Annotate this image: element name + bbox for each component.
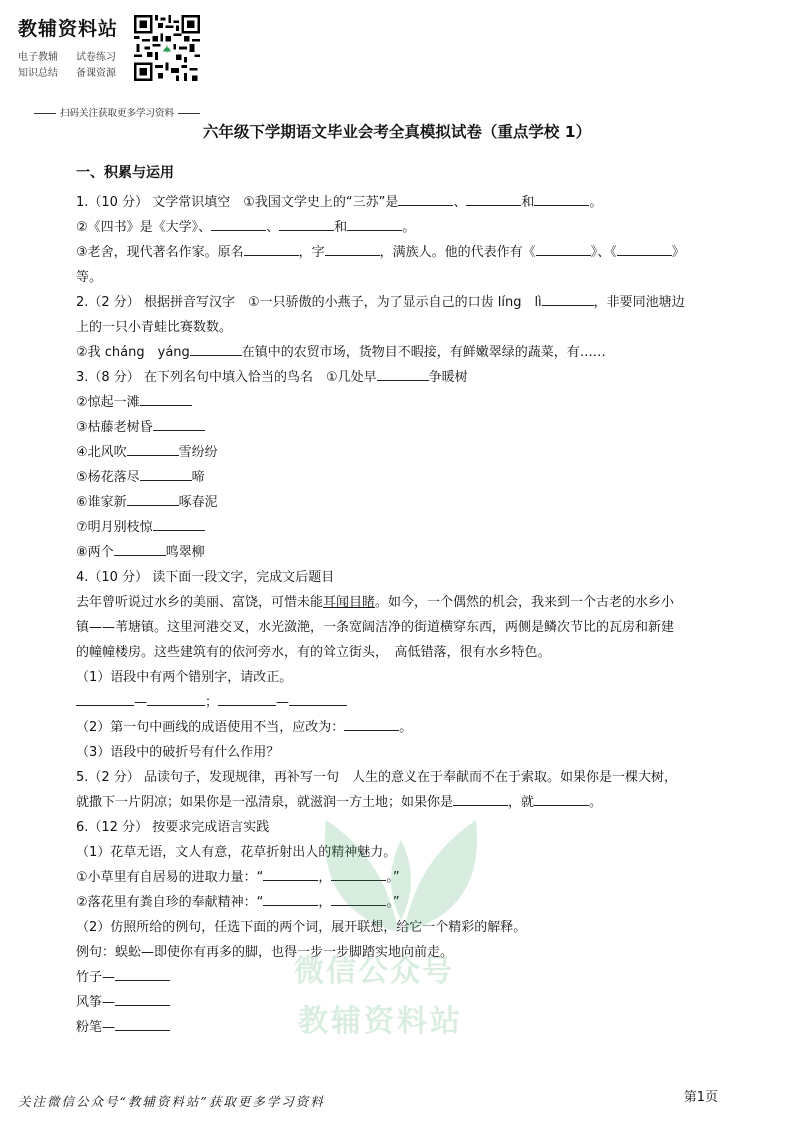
brand-title: 教辅资料站 bbox=[18, 18, 119, 40]
answer-blank[interactable] bbox=[153, 416, 205, 431]
q2-line-3: ②我 cháng yáng 在镇中的农贸市场，货物目不暇接，有鲜嫩翠绿的蔬菜，有…… bbox=[76, 340, 724, 365]
underlined-idiom: 耳闻目睹 bbox=[323, 595, 376, 610]
answer-blank[interactable] bbox=[115, 966, 170, 981]
q3-item: ⑥谁家新 啄春泥 bbox=[76, 490, 724, 515]
answer-blank[interactable] bbox=[289, 691, 347, 706]
answer-blank[interactable] bbox=[127, 491, 179, 506]
q2-line-1: 2.（2 分） 根据拼音写汉字 ①一只骄傲的小燕子，为了显示自己的口齿 líng lì ，非要同池塘边 bbox=[76, 290, 724, 315]
answer-blank[interactable] bbox=[140, 391, 192, 406]
brand-tags bbox=[18, 50, 134, 82]
answer-blank[interactable] bbox=[190, 341, 242, 356]
answer-blank[interactable] bbox=[76, 691, 134, 706]
answer-blank[interactable] bbox=[147, 691, 205, 706]
q6-word-item: 粉笔— bbox=[76, 1015, 724, 1040]
answer-blank[interactable] bbox=[534, 191, 589, 206]
q3-item: ④北风吹 雪纷纷 bbox=[76, 440, 724, 465]
tag: 电子教辅 bbox=[18, 52, 58, 63]
answer-blank[interactable] bbox=[115, 991, 170, 1006]
q6-word-item: 竹子— bbox=[76, 965, 724, 990]
header-branding bbox=[16, 12, 216, 119]
footer-note: 关注微信公众号“教辅资料站”获取更多学习资料 bbox=[18, 1094, 325, 1109]
q4-passage-3: 的幢幢楼房。这些建筑有的依河旁水，有的耸立街头， 高低错落，很有水乡特色。 bbox=[76, 645, 551, 660]
q4-sub-1: （1）语段中有两个错别字，请改正。 bbox=[76, 670, 293, 685]
answer-blank[interactable] bbox=[617, 241, 672, 256]
q6-sub-1: （1）花草无语，文人有意，花草折射出人的精神魅力。 bbox=[76, 845, 397, 860]
q3-item: ⑧两个 鸣翠柳 bbox=[76, 540, 724, 565]
q3-head: 3.（8 分） 在下列名句中填入恰当的鸟名 ①几处早 争暖树 bbox=[76, 365, 724, 390]
q4-sub-3: （3）语段中的破折号有什么作用？ bbox=[76, 745, 280, 760]
answer-blank[interactable] bbox=[114, 541, 166, 556]
section-heading: 一、积累与运用 bbox=[76, 165, 174, 181]
q1-line-3: ③老舍，现代著名作家。原名 ，字 ，满族人。他的代表作有《 》、《 》 bbox=[76, 240, 724, 265]
answer-blank[interactable] bbox=[347, 216, 402, 231]
answer-blank[interactable] bbox=[344, 716, 399, 731]
answer-blank[interactable] bbox=[244, 241, 299, 256]
q1-line-4: 等。 bbox=[76, 270, 103, 285]
answer-blank[interactable] bbox=[542, 291, 594, 306]
answer-blank[interactable] bbox=[466, 191, 521, 206]
answer-blank[interactable] bbox=[453, 791, 508, 806]
watermark-text: 微信公众号 bbox=[294, 954, 454, 989]
answer-blank[interactable] bbox=[398, 191, 453, 206]
answer-blank[interactable] bbox=[331, 891, 386, 906]
q5-line-1: 5.（2 分） 品读句子，发现规律，再补写一句 人生的意义在于奉献而不在于索取。如果你是一棵大树， bbox=[76, 770, 677, 785]
answer-blank[interactable] bbox=[279, 216, 334, 231]
q6-head: 6.（12 分） 按要求完成语言实践 bbox=[76, 820, 270, 835]
q6-example: 例句：蜈蚣—即使你有再多的脚，也得一步一步脚踏实地向前走。 bbox=[76, 945, 454, 960]
answer-blank[interactable] bbox=[153, 516, 205, 531]
q6-item-1: ①小草里有自居易的进取力量：“ ， 。” bbox=[76, 865, 724, 890]
answer-blank[interactable] bbox=[534, 791, 589, 806]
q3-item: ⑦明月别枝惊 bbox=[76, 515, 724, 540]
answer-blank[interactable] bbox=[140, 466, 192, 481]
answer-blank[interactable] bbox=[211, 216, 266, 231]
tag: 知识总结 bbox=[18, 68, 58, 79]
q2-line-2: 上的一只小青蛙比赛数数。 bbox=[76, 320, 233, 335]
q3-item: ⑤杨花落尽 啼 bbox=[76, 465, 724, 490]
q6-item-2: ②落花里有粪自珍的奉献精神：“ ， 。” bbox=[76, 890, 724, 915]
answer-blank[interactable] bbox=[115, 1016, 170, 1031]
answer-blank[interactable] bbox=[331, 866, 386, 881]
q4-passage-1: 去年曾听说过水乡的美丽、富饶，可惜未能耳闻目睹。如今，一个偶然的机会，我来到一个古老的水乡小 bbox=[76, 595, 675, 610]
answer-blank[interactable] bbox=[377, 366, 429, 381]
q3-item: ②惊起一滩 bbox=[76, 390, 724, 415]
answer-blank[interactable] bbox=[325, 241, 380, 256]
q6-word-item: 风筝— bbox=[76, 990, 724, 1015]
q4-sub-1-answer: — ； — bbox=[76, 690, 724, 715]
answer-blank[interactable] bbox=[263, 866, 318, 881]
qr-code-icon bbox=[134, 15, 200, 81]
watermark-text: 教辅资料站 bbox=[298, 1004, 463, 1039]
q3-item: ③枯藤老树昏 bbox=[76, 415, 724, 440]
answer-blank[interactable] bbox=[127, 441, 179, 456]
q5-line-2: 就撒下一片阴凉；如果你是一泓清泉，就滋润一方土地；如果你是 ，就 。 bbox=[76, 790, 724, 815]
q1-line-1: 1.（10 分） 文学常识填空 ①我国文学史上的“三苏”是 、 和 。 bbox=[76, 190, 724, 215]
rule-right bbox=[178, 113, 200, 114]
answer-blank[interactable] bbox=[536, 241, 591, 256]
rule-left bbox=[34, 113, 56, 114]
q4-head: 4.（10 分） 读下面一段文字，完成文后题目 bbox=[76, 570, 335, 585]
q6-sub-2: （2）仿照所给的例句，任选下面的两个词，展开联想，给它一个精彩的解释。 bbox=[76, 920, 527, 935]
q1-line-2: ②《四书》是《大学》、 、 和 。 bbox=[76, 215, 724, 240]
q4-sub-2: （2）第一句中画线的成语使用不当，应改为： 。 bbox=[76, 715, 724, 740]
exam-content bbox=[76, 190, 724, 1040]
page-number: 第1页 bbox=[683, 1090, 718, 1105]
tag: 试卷练习 bbox=[76, 52, 116, 63]
page-title: 六年级下学期语文毕业会考全真模拟试卷（重点学校 1） bbox=[202, 123, 592, 141]
scan-prompt: 扫码关注获取更多学习资料 bbox=[30, 105, 204, 119]
answer-blank[interactable] bbox=[218, 691, 276, 706]
tag: 备课资源 bbox=[76, 68, 116, 79]
q4-passage-2: 镇——苇塘镇。这里河港交叉，水光潋滟，一条宽阔洁净的街道横穿东西，两侧是鳞次节比的瓦房和新建 bbox=[76, 620, 675, 635]
answer-blank[interactable] bbox=[263, 891, 318, 906]
